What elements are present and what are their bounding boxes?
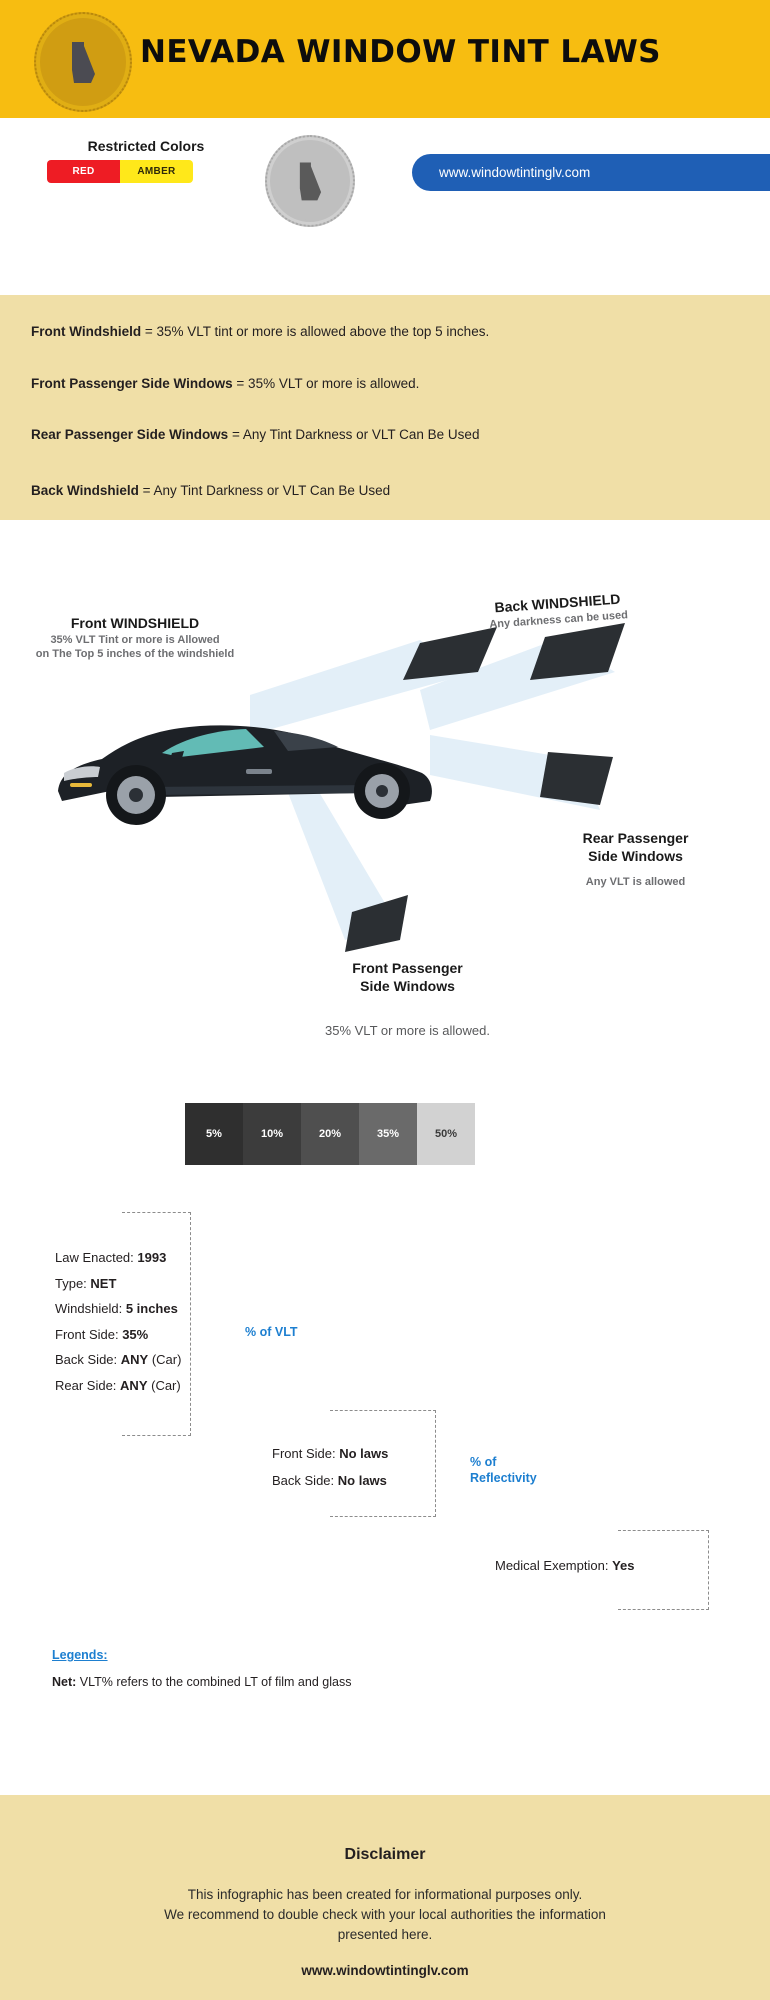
spec-value: No laws [339, 1446, 389, 1461]
rule-value: = Any Tint Darkness or VLT Can Be Used [138, 483, 391, 498]
reflectivity-spec-list [272, 1440, 388, 1494]
label-title: Back WINDSHIELD [494, 590, 621, 616]
spec-value: Yes [612, 1558, 635, 1573]
spec-label: Law Enacted: [55, 1250, 138, 1265]
rule-rear-passenger [31, 426, 479, 444]
disclaimer-line2: We recommend to double check with your local authorities the information [164, 1907, 606, 1922]
vlt-spec-tag: % of VLT [245, 1325, 298, 1339]
label-desc: Any darkness can be used [488, 608, 629, 631]
label-title-line1: Rear Passenger [582, 830, 689, 846]
vlt-swatch-5: 5% [185, 1103, 243, 1165]
rule-term: Front Windshield [31, 324, 142, 339]
pane-front-passenger [345, 895, 408, 952]
label-front-passenger [300, 960, 515, 1040]
spec-row-rear-side [55, 1373, 181, 1399]
label-desc-line2: on The Top 5 inches of the windshield [35, 648, 235, 661]
label-title-line2: Side Windows [588, 847, 683, 864]
car-illustration [50, 695, 440, 855]
legends-net-definition [52, 1675, 351, 1689]
reflectivity-tag-line1: % of [470, 1455, 497, 1469]
spec-value: 1993 [137, 1250, 167, 1265]
car-diagram-section [0, 520, 770, 1060]
rule-value: = 35% VLT or more is allowed. [232, 376, 420, 391]
label-title: Front WINDSHIELD [70, 615, 200, 631]
pane-back-windshield [530, 623, 625, 680]
spec-row-windshield [55, 1296, 181, 1322]
legends-definition: VLT% refers to the combined LT of film and glass [76, 1675, 352, 1689]
label-rear-passenger [548, 830, 723, 890]
label-front-windshield [20, 615, 250, 662]
legends-term: Net: [52, 1675, 77, 1689]
restricted-color-amber: AMBER [120, 160, 193, 183]
nevada-state-shape-icon [298, 161, 322, 202]
rule-term: Back Windshield [31, 483, 139, 498]
spec-label: Front Side: [55, 1326, 123, 1342]
spec-suffix: (Car) [147, 1377, 181, 1393]
restricted-colors-chips [47, 160, 193, 183]
refl-row-front-side [272, 1440, 388, 1467]
page-header [0, 0, 770, 118]
disclaimer-line3: presented here. [337, 1927, 433, 1942]
pane-rear-passenger [540, 752, 613, 805]
disclaimer-body [0, 1885, 770, 1945]
label-title-line1: Front Passenger [352, 960, 463, 976]
vlt-spec-list [55, 1245, 181, 1398]
vlt-darkness-scale [185, 1103, 475, 1165]
restricted-colors-title: Restricted Colors [87, 138, 205, 154]
spec-value: No laws [337, 1473, 387, 1488]
nevada-seal-badge [34, 12, 132, 112]
footer-url[interactable]: www.windowtintinglv.com [301, 1963, 469, 1978]
refl-row-back-side [272, 1467, 388, 1494]
label-desc-line1: 35% VLT Tint or more is Allowed [50, 633, 220, 646]
spec-label: Rear Side: [55, 1377, 121, 1393]
spec-value: 35% [122, 1326, 149, 1342]
spec-value: 5 inches [125, 1301, 178, 1316]
rule-value: = Any Tint Darkness or VLT Can Be Used [228, 427, 480, 442]
reflectivity-tag-line2: Reflectivity [470, 1470, 537, 1485]
medical-exemption-row [495, 1558, 634, 1573]
spec-row-front-side [55, 1322, 181, 1348]
rule-back-windshield [31, 482, 390, 500]
vlt-swatch-35: 35% [359, 1103, 417, 1165]
legends-title: Legends: [52, 1648, 108, 1662]
sports-car-side-icon [50, 695, 440, 855]
spec-suffix: (Car) [148, 1352, 182, 1367]
nevada-state-shape-icon [70, 40, 96, 84]
vlt-swatch-10: 10% [243, 1103, 301, 1165]
rule-value: = 35% VLT tint or more is allowed above the top 5 inches. [141, 324, 490, 339]
page-title: NEVADA WINDOW TINT LAWS [140, 34, 661, 70]
label-title-line2: Side Windows [360, 977, 455, 994]
disclaimer-line1: This infographic has been created for informational purposes only. [187, 1887, 583, 1902]
spec-row-law-enacted [55, 1245, 181, 1271]
reflectivity-spec-tag [470, 1455, 537, 1486]
spec-label: Back Side: [55, 1352, 121, 1367]
summary-band [0, 118, 770, 295]
restricted-color-red: RED [47, 160, 120, 183]
label-desc: 35% VLT or more is allowed. [325, 1023, 490, 1038]
nevada-seal-badge-gray [265, 135, 355, 227]
spec-label: Windshield: [55, 1301, 126, 1316]
spec-value: ANY [120, 1352, 149, 1367]
vlt-swatch-20: 20% [301, 1103, 359, 1165]
website-url-button[interactable]: www.windowtintinglv.com [412, 154, 770, 191]
spec-label: Medical Exemption: [495, 1558, 613, 1573]
spec-row-type [55, 1271, 181, 1297]
spec-label: Front Side: [272, 1446, 340, 1461]
disclaimer-title: Disclaimer [344, 1846, 426, 1863]
spec-label: Type: [55, 1275, 91, 1291]
rule-term: Front Passenger Side Windows [31, 376, 233, 391]
vlt-swatch-50: 50% [417, 1103, 475, 1165]
tint-rules-section [0, 295, 770, 520]
rule-term: Rear Passenger Side Windows [31, 427, 229, 442]
pane-front-windshield [403, 627, 497, 680]
spec-value: NET [90, 1275, 117, 1291]
spec-row-back-side [55, 1347, 181, 1373]
rule-front-passenger [31, 375, 419, 393]
spec-label: Back Side: [272, 1473, 338, 1488]
rule-front-windshield [31, 323, 489, 341]
spec-value: ANY [120, 1377, 148, 1393]
label-desc: Any VLT is allowed [585, 876, 686, 888]
disclaimer-footer [0, 1795, 770, 2000]
